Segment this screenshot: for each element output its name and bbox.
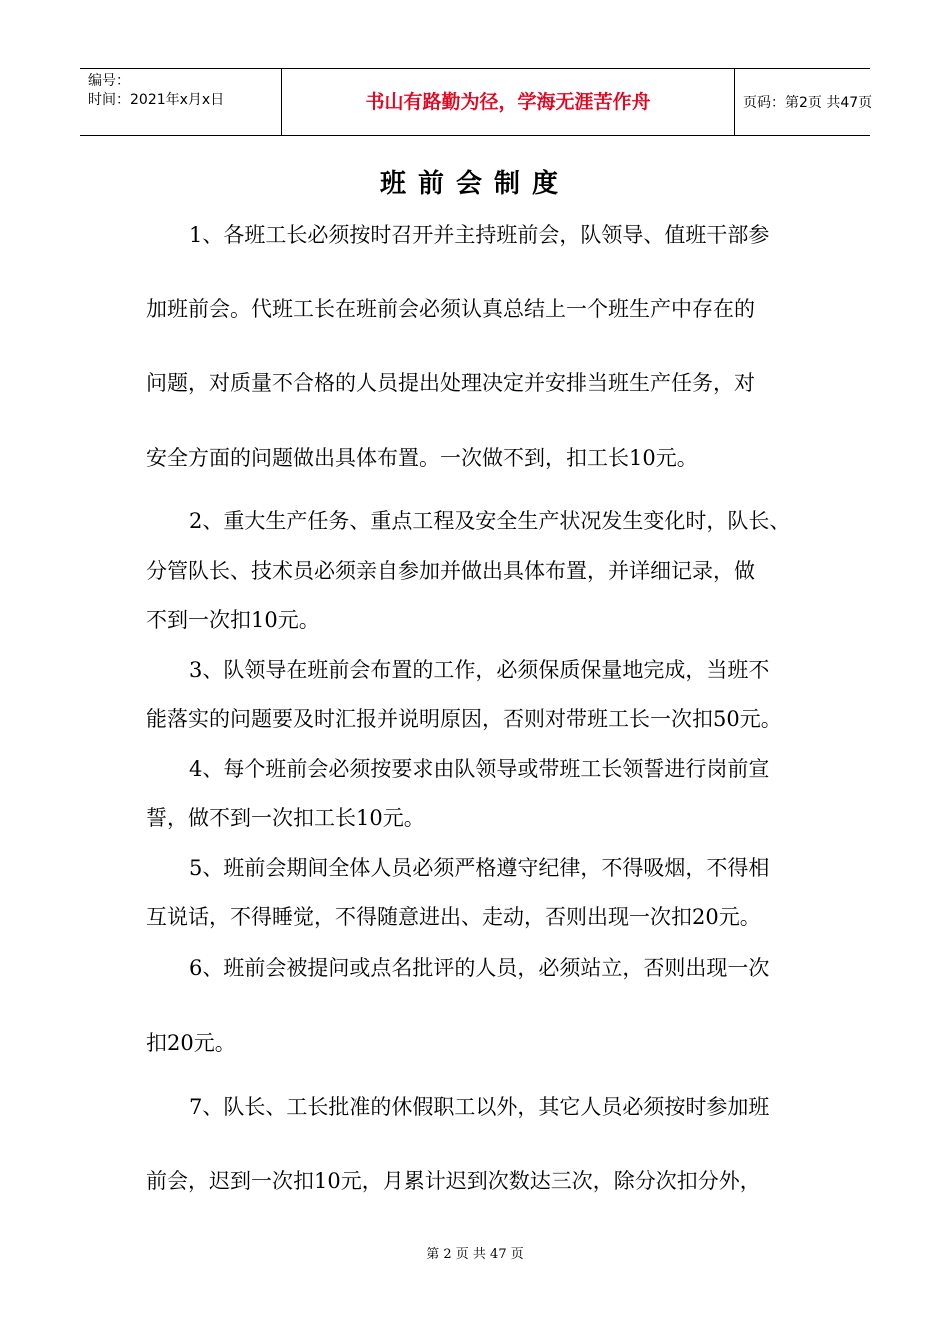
- body-line: 6、班前会被提问或点名批评的人员，必须站立，否则出现一次: [189, 956, 770, 980]
- body-line: 互说话，不得睡觉，不得随意进出、走动，否则出现一次扣20元。: [146, 905, 761, 929]
- body-line: 誓，做不到一次扣工长10元。: [146, 806, 425, 830]
- document-header: [80, 68, 873, 136]
- body-line: 不到一次扣10元。: [146, 608, 320, 632]
- body-line: 1、各班工长必须按时召开并主持班前会，队领导、值班干部参: [189, 223, 770, 247]
- body-line: 安全方面的问题做出具体布置。一次做不到，扣工长10元。: [146, 446, 698, 470]
- page-footer: 第 2 页 共 47 页: [426, 1247, 524, 1262]
- document-code-label: 编号：: [88, 73, 130, 89]
- header-page-info: 页码：第2页 共47页: [743, 95, 873, 111]
- body-line: 4、每个班前会必须按要求由队领导或带班工长领誓进行岗前宣: [189, 757, 770, 781]
- header-motto-cell: [281, 69, 735, 135]
- body-line: 3、队领导在班前会布置的工作，必须保质保量地完成，当班不: [189, 658, 770, 682]
- body-line: 2、重大生产任务、重点工程及安全生产状况发生变化时，队长、: [189, 509, 791, 533]
- document-date-label: 时间：2021年x月x日: [88, 92, 225, 108]
- body-line: 前会，迟到一次扣10元，月累计迟到次数达三次，除分次扣分外，: [146, 1169, 761, 1193]
- document-title: 班前会制度: [379, 169, 570, 199]
- body-line: 5、班前会期间全体人员必须严格遵守纪律，不得吸烟，不得相: [189, 856, 770, 880]
- header-info-cell: [80, 69, 281, 135]
- body-line: 能落实的问题要及时汇报并说明原因，否则对带班工长一次扣50元。: [146, 707, 782, 731]
- body-line: 扣20元。: [146, 1031, 236, 1055]
- body-line: 问题，对质量不合格的人员提出处理决定并安排当班生产任务，对: [146, 371, 755, 395]
- body-line: 加班前会。代班工长在班前会必须认真总结上一个班生产中存在的: [146, 297, 755, 321]
- body-line: 7、队长、工长批准的休假职工以外，其它人员必须按时参加班: [189, 1095, 770, 1119]
- body-line: 分管队长、技术员必须亲自参加并做出具体布置，并详细记录，做: [146, 559, 755, 583]
- header-page-cell: [735, 69, 873, 135]
- header-motto: 书山有路勤为径，学海无涯苦作舟: [365, 91, 651, 113]
